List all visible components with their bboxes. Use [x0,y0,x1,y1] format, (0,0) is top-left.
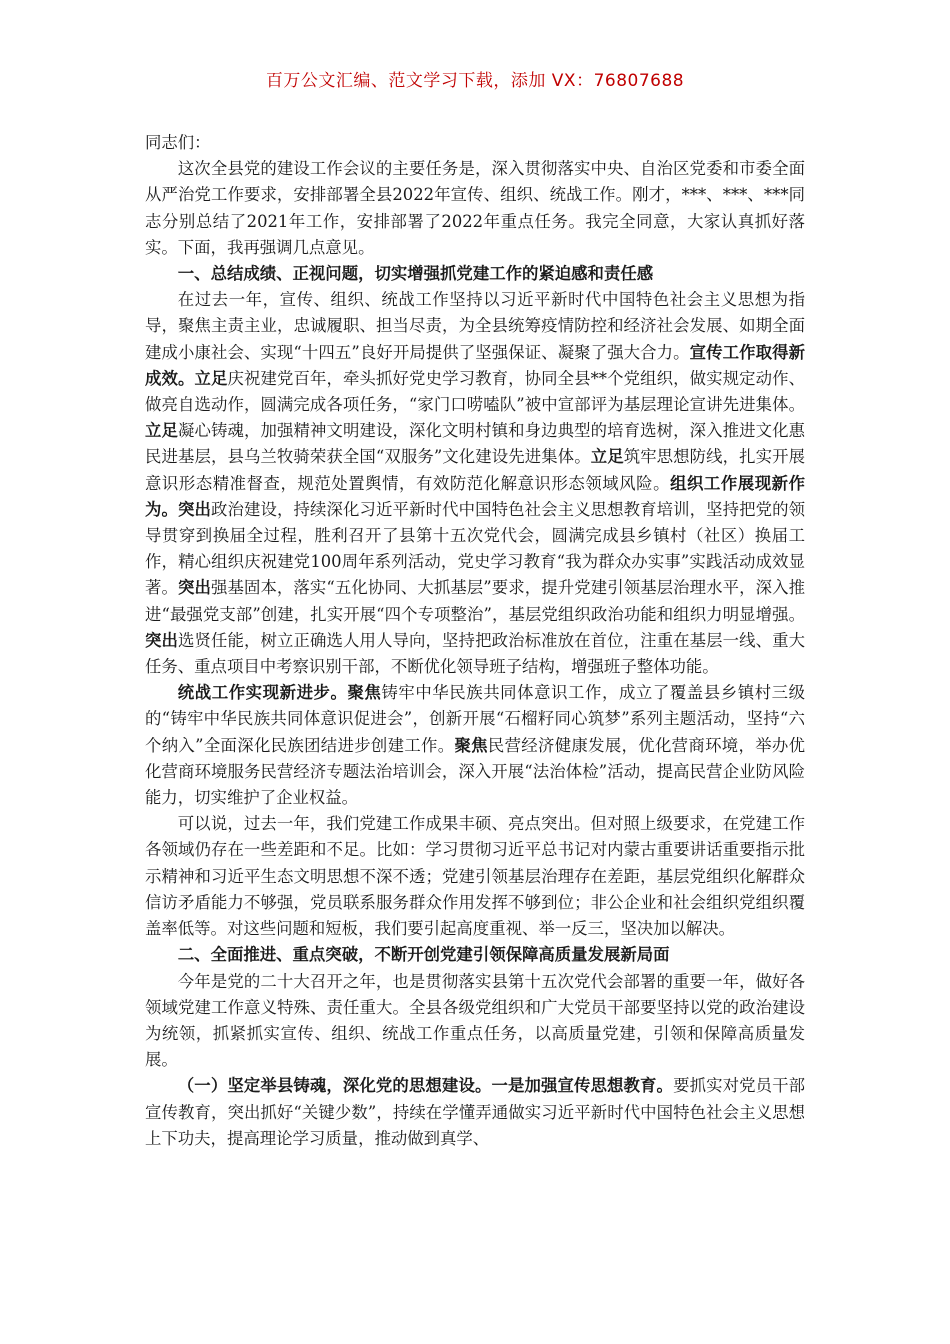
watermark-header: 百万公文汇编、范文学习下载，添加 VX：76807688 [265,71,685,91]
bold-run: 突出 [145,630,179,650]
section-heading-1: 一、总结成绩、正视问题，切实增强抓党建工作的紧迫感和责任感 [177,264,654,284]
bold-run: 立足 [145,421,179,441]
intro-paragraph: 这次全县党的建设工作会议的主要任务是，深入贯彻落实中央、自治区党委和市委全面从严治党工作要求，安排部署全县2022年宣传、组织、统战工作。刚才，***、***、***同志分别总结了2021年工作，安排部署了2022年重点任务。我完全同意，大家认真抓好落实。下面，我再强调几点意见。 [145,159,805,257]
text-run: 在过去一年，宣传、组织、统战工作坚持以习近平新时代中国特色社会主义思想为指导，聚焦主责主业，忠诚履职、担当尽责，为全县统筹疫情防控和经济社会发展、如期全面建成小康社会、实现“十四五”良好开局提供了坚强保证、凝聚了强大合力。 [145,290,805,362]
paragraph-achievements [145,287,805,680]
bold-run: 立足 [590,447,624,467]
text-run: 要抓实对党员干部宣传教育，突出抓好“关键少数”，持续在学懂弄通做实习近平新时代中国特色社会主义思想上下功夫，提高理论学习质量，推动做到真学、 [145,1076,806,1148]
document-body [145,130,805,1152]
bold-run: 组织工作展现新作为。 [145,473,806,519]
section-heading-2: 二、全面推进、重点突破，不断开创党建引领保障高质量发展新局面 [177,945,670,965]
bold-run: 统战工作实现新进步。 [177,683,348,703]
bold-run: 突出 [177,578,211,598]
text-run: 选贤任能，树立正确选人用人导向，坚持把政治标准放在首位，注重在基层一线、重大任务、重点项目中考察识别干部，不断优化领导班子结构，增强班子整体功能。 [145,630,806,677]
bold-run: 立足 [194,368,228,388]
bold-run: 突出 [178,499,212,519]
text-run: 强基固本，落实“五化协同、大抓基层”要求，提升党建引领基层治理水平，深入推进“最强党支部”创建，扎实开展“四个专项整治”，基层党组织政治功能和组织力明显增强。 [145,578,805,624]
paragraph-united-front [145,680,805,811]
text-run: 铸牢中华民族共同体意识工作，成立了覆盖县乡镇村三级的“铸牢中华民族共同体意识促进会”，创新开展“石榴籽同心筑梦”系列主题活动，坚持“六个纳入”全面深化民族团结进步创建工作。 [145,683,806,755]
bold-run: 聚焦 [347,683,382,703]
salutation: 同志们： [145,133,211,152]
text-run: 民营经济健康发展，优化营商环境，举办优化营商环境服务民营经济专题法治培训会，深入开展“法治体检”活动，提高民营企业防风险能力，切实维护了企业权益。 [145,735,806,808]
text-run: 筑牢思想防线，扎实开展意识形态精准督查，规范处置舆情，有效防范化解意识形态领域风险。 [145,447,805,493]
bold-run: 聚焦 [454,735,488,755]
bold-run: 宣传工作取得新成效。 [145,342,806,388]
text-run: 庆祝建党百年，牵头抓好党史学习教育，协同全县**个党组织，做实规定动作、做亮自选动作，圆满完成各项任务，“家门口唠嗑队”被中宣部评为基层理论宣讲先进集体。 [145,368,806,415]
paragraph-ideological-building [145,1073,805,1152]
bold-run: （一）坚定举县铸魂，深化党的思想建设。一是加强宣传思想教育。 [177,1076,674,1096]
paragraph-this-year: 今年是党的二十大召开之年，也是贯彻落实县第十五次党代会部署的重要一年，做好各领域党建工作意义特殊、责任重大。全县各级党组织和广大党员干部要坚持以党的政治建设为统领，抓紧抓实宣传、组织、统战工作重点任务，以高质量党建，引领和保障高质量发展。 [145,971,805,1070]
text-run: 凝心铸魂，加强精神文明建设，深化文明村镇和身边典型的培育选树，深入推进文化惠民进基层，县乌兰牧骑荣获全国“双服务”文化建设先进集体。 [145,421,806,467]
text-run: 政治建设，持续深化习近平新时代中国特色社会主义思想教育培训，坚持把党的领导贯穿到换届全过程，胜利召开了县第十五次党代会，圆满完成县乡镇村（社区）换届工作，精心组织庆祝建党100周年系列活动，党史学习教育“我为群众办实事”实践活动成效显著。 [145,499,806,598]
paragraph-shortcomings: 可以说，过去一年，我们党建工作成果丰硕、亮点突出。但对照上级要求，在党建工作各领域仍存在一些差距和不足。比如：学习贯彻习近平总书记对内蒙古重要讲话重要指示批示精神和习近平生态文明思想不深不透；党建引领基层治理存在差距，基层党组织化解群众信访矛盾能力不够强，党员联系服务群众作用发挥不够到位；非公企业和社会组织党组织覆盖率低等。对这些问题和短板，我们要引起高度重视、举一反三，坚决加以解决。 [145,814,805,939]
